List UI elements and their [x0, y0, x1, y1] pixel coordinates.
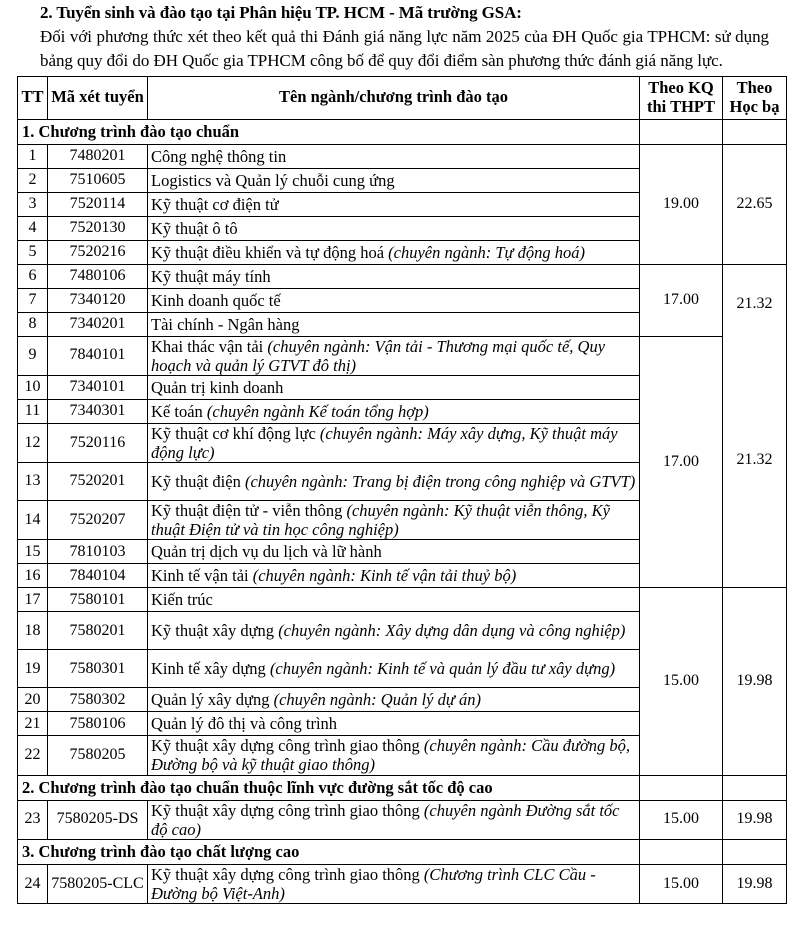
program-title: Tài chính - Ngân hàng: [151, 314, 300, 334]
row-index: 11: [18, 399, 48, 423]
row-program-name: [148, 288, 640, 312]
table-row: [18, 800, 787, 839]
table-row: [18, 336, 787, 375]
row-program-name: [148, 216, 640, 240]
row-program-name: [148, 399, 640, 423]
row-code: 7840104: [48, 564, 148, 588]
row-code: 7340301: [48, 399, 148, 423]
row-program-name: [148, 168, 640, 192]
program-title: Quản trị kinh doanh: [151, 377, 284, 397]
program-title: Kỹ thuật điều khiển và tự động hoá: [151, 242, 385, 262]
column-header-thpt: Theo KQ thi THPT: [640, 77, 723, 120]
row-program-name: [148, 712, 640, 736]
section-label-1: 1. Chương trình đào tạo chuẩn: [18, 119, 640, 144]
program-title: Kỹ thuật xây dựng công trình giao thông: [151, 864, 420, 884]
table-row: [18, 588, 787, 612]
row-index: 7: [18, 288, 48, 312]
program-specialization: (chuyên ngành: Xây dựng dân dụng và công nghiệp): [278, 621, 626, 641]
row-program-name: [148, 564, 640, 588]
program-specialization: (Chương trình CLC Cầu - Đường bộ Việt-Anh): [151, 864, 596, 903]
row-code: 7810103: [48, 540, 148, 564]
program-title: Khai thác vận tải: [151, 336, 264, 356]
program-specialization: (chuyên ngành: Cầu đường bộ, Đường bộ và kỹ thuật giao thông): [151, 736, 631, 775]
program-title: Kỹ thuật máy tính: [151, 266, 271, 286]
row-index: 12: [18, 423, 48, 462]
row-index: 8: [18, 312, 48, 336]
section-2-hocba-spacer: [723, 775, 787, 800]
program-specialization: (chuyên ngành: Quản lý dự án): [273, 690, 481, 710]
row-program-name: [148, 501, 640, 540]
row-index: 13: [18, 463, 48, 501]
row-program-name: [148, 588, 640, 612]
table-header-row: [18, 77, 787, 120]
row-code: 7340120: [48, 288, 148, 312]
row-code: 7580101: [48, 588, 148, 612]
section-1-thpt-spacer: [640, 119, 723, 144]
program-specialization: (chuyên ngành: Trang bị điện trong công nghiệp và GTVT): [244, 472, 636, 492]
score-hocba-row-24: 19.98: [723, 864, 787, 903]
score-thpt-group-2: 17.00: [640, 264, 723, 336]
score-hocba-row-23: 19.98: [723, 800, 787, 839]
row-code: 7580205: [48, 736, 148, 775]
column-header-hocba: Theo Học bạ: [723, 77, 787, 120]
admission-table-wrap: [0, 72, 787, 904]
program-title: Kỹ thuật cơ điện tử: [151, 194, 279, 214]
column-header-tt: TT: [18, 77, 48, 120]
section-header-row: [18, 775, 787, 800]
program-title: Kỹ thuật xây dựng công trình giao thông: [151, 800, 420, 820]
page-title: 2. Tuyển sinh và đào tạo tại Phân hiệu TP. HCM - Mã trường GSA:: [40, 3, 522, 22]
section-3-thpt-spacer: [640, 839, 723, 864]
section-2-thpt-spacer: [640, 775, 723, 800]
row-program-name: [148, 423, 640, 462]
table-row: [18, 864, 787, 903]
row-index: 15: [18, 540, 48, 564]
score-thpt-group-4: 15.00: [640, 588, 723, 775]
program-title: Kỹ thuật cơ khí động lực: [151, 423, 316, 443]
row-index: 4: [18, 216, 48, 240]
score-hocba-group-2-lower: 21.32: [736, 450, 773, 468]
admission-table: [17, 76, 787, 904]
row-code: 7520216: [48, 240, 148, 264]
row-code: 7480106: [48, 264, 148, 288]
score-thpt-group-1: 19.00: [640, 144, 723, 264]
section-header-row: [18, 839, 787, 864]
section-3-hocba-spacer: [723, 839, 787, 864]
table-body: [18, 119, 787, 904]
row-index: 5: [18, 240, 48, 264]
row-program-name: [148, 336, 640, 375]
row-program-name: [148, 240, 640, 264]
row-index: 19: [18, 650, 48, 688]
program-title: Kinh tế xây dựng: [151, 659, 266, 679]
row-code: 7480201: [48, 144, 148, 168]
row-index: 2: [18, 168, 48, 192]
row-code: 7580302: [48, 688, 148, 712]
score-thpt-group-3: 17.00: [640, 336, 723, 588]
row-code: 7580205-CLC: [48, 864, 148, 903]
program-title: Kỹ thuật điện tử - viễn thông: [151, 501, 343, 521]
score-thpt-row-23: 15.00: [640, 800, 723, 839]
intro-paragraph: Đối với phương thức xét theo kết quả thi Đánh giá năng lực năm 2025 của ĐH Quốc gia TPHCM: sử dụng bảng quy đổi do ĐH Quốc gia TPHCM công bố để quy đổi điểm sàn phương thức đánh giá năng lực.: [40, 27, 769, 70]
score-hocba-group-4: 19.98: [723, 588, 787, 775]
program-title: Kỹ thuật điện: [151, 472, 241, 492]
row-index: 6: [18, 264, 48, 288]
program-title: Kinh tế vận tải: [151, 566, 249, 586]
program-specialization: (chuyên ngành: Kinh tế vận tải thuỷ bộ): [252, 566, 517, 586]
row-code: 7520201: [48, 463, 148, 501]
table-row: [18, 264, 787, 288]
row-program-name: [148, 463, 640, 501]
program-title: Kinh doanh quốc tế: [151, 290, 281, 310]
row-program-name: [148, 864, 640, 903]
program-title: Kỹ thuật xây dựng: [151, 621, 275, 641]
row-index: 9: [18, 336, 48, 375]
program-title: Kỹ thuật ô tô: [151, 218, 238, 238]
row-code: 7580201: [48, 612, 148, 650]
program-title: Kế toán: [151, 401, 203, 421]
heading-block: [0, 0, 787, 72]
row-code: 7510605: [48, 168, 148, 192]
row-code: 7340101: [48, 375, 148, 399]
program-title: Kiến trúc: [151, 590, 213, 610]
program-specialization: (chuyên ngành: Máy xây dựng, Kỹ thuật máy động lực): [151, 423, 618, 462]
program-title: Quản lý xây dựng: [151, 690, 270, 710]
row-index: 14: [18, 501, 48, 540]
score-hocba-group-2-upper: 21.32: [736, 294, 773, 312]
program-specialization: (chuyên ngành Đường sắt tốc độ cao): [151, 800, 620, 839]
row-index: 18: [18, 612, 48, 650]
row-code: 7520130: [48, 216, 148, 240]
row-code: 7520207: [48, 501, 148, 540]
row-program-name: [148, 612, 640, 650]
table-header: [18, 77, 787, 120]
row-index: 23: [18, 800, 48, 839]
table-row: [18, 144, 787, 168]
row-program-name: [148, 650, 640, 688]
row-program-name: [148, 144, 640, 168]
row-code: 7520116: [48, 423, 148, 462]
program-specialization: (chuyên ngành: Kỹ thuật viễn thông, Kỹ thuật Điện tử và tin học công nghiệp): [151, 501, 610, 540]
row-code: 7840101: [48, 336, 148, 375]
program-specialization: (chuyên ngành: Tự động hoá): [388, 242, 586, 262]
program-title: Công nghệ thông tin: [151, 146, 287, 166]
score-thpt-row-24: 15.00: [640, 864, 723, 903]
row-code: 7580205-DS: [48, 800, 148, 839]
row-code: 7520114: [48, 192, 148, 216]
row-index: 20: [18, 688, 48, 712]
row-index: 1: [18, 144, 48, 168]
row-program-name: [148, 688, 640, 712]
row-program-name: [148, 736, 640, 775]
program-title: Kỹ thuật xây dựng công trình giao thông: [151, 736, 420, 756]
row-program-name: [148, 540, 640, 564]
row-index: 16: [18, 564, 48, 588]
row-program-name: [148, 800, 640, 839]
row-program-name: [148, 375, 640, 399]
row-code: 7340201: [48, 312, 148, 336]
row-code: 7580106: [48, 712, 148, 736]
row-program-name: [148, 312, 640, 336]
row-program-name: [148, 264, 640, 288]
program-title: Quản trị dịch vụ du lịch và lữ hành: [151, 542, 382, 562]
program-specialization: (chuyên ngành Kế toán tổng hợp): [206, 401, 429, 421]
row-code: 7580301: [48, 650, 148, 688]
row-index: 3: [18, 192, 48, 216]
row-index: 24: [18, 864, 48, 903]
section-1-hocba-spacer: [723, 119, 787, 144]
row-index: 22: [18, 736, 48, 775]
column-header-name: Tên ngành/chương trình đào tạo: [148, 77, 640, 120]
score-hocba-group-2: [723, 264, 787, 588]
program-specialization: (chuyên ngành: Kinh tế và quản lý đầu tư xây dựng): [269, 659, 616, 679]
program-title: Quản lý đô thị và công trình: [151, 714, 338, 734]
program-title: Logistics và Quản lý chuỗi cung ứng: [151, 170, 395, 190]
column-header-code: Mã xét tuyển: [48, 77, 148, 120]
row-index: 17: [18, 588, 48, 612]
section-header-row: [18, 119, 787, 144]
row-index: 10: [18, 375, 48, 399]
row-index: 21: [18, 712, 48, 736]
program-specialization: (chuyên ngành: Vận tải - Thương mại quốc tế, Quy hoạch và quản lý GTVT đô thị): [151, 336, 606, 375]
row-program-name: [148, 192, 640, 216]
section-label-3: 3. Chương trình đào tạo chất lượng cao: [18, 839, 640, 864]
score-hocba-group-1: 22.65: [723, 144, 787, 264]
section-label-2: 2. Chương trình đào tạo chuẩn thuộc lĩnh vực đường sắt tốc độ cao: [18, 775, 640, 800]
